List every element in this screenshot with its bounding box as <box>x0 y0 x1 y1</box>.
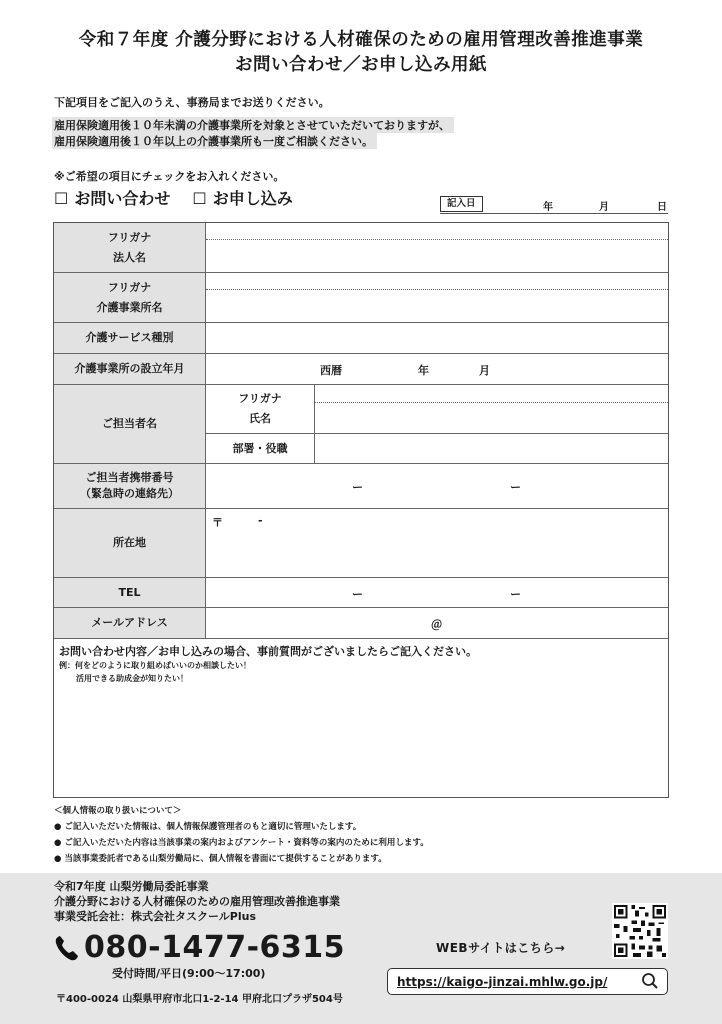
entry-date-day: 日 <box>657 202 667 213</box>
form-table <box>53 222 669 798</box>
furigana-divider <box>206 239 668 240</box>
search-icon <box>641 972 659 990</box>
website-url-link[interactable] <box>387 968 668 995</box>
bullet-icon: ● <box>54 854 62 864</box>
free-heading: お問い合わせ内容／お申し込みの場合、事前質問がございましたらご記入ください。 <box>59 645 477 658</box>
dash-mark: ー <box>510 481 521 494</box>
privacy-item-text: ご記入いただいた内容は当該事業の案内およびアンケート・資料等の案内のために利用します。 <box>64 838 429 848</box>
office-name-field[interactable] <box>206 273 668 322</box>
phone-icon <box>54 934 80 962</box>
month-unit: 月 <box>479 364 490 377</box>
row-tel <box>54 578 668 608</box>
example-line1: 例：何をどのように取り組めばいいのか相談したい！ <box>59 661 251 670</box>
established-label <box>54 354 206 384</box>
mobile-label <box>54 464 206 508</box>
application-label: お申し込み <box>212 189 293 208</box>
dept-field[interactable] <box>315 434 668 464</box>
intro-text: 下記項目をご記入のうえ、事務局までお送りください。 <box>54 96 330 109</box>
footer-org <box>54 879 340 924</box>
email-label <box>54 608 206 638</box>
dept-label <box>206 434 315 464</box>
address-field[interactable] <box>206 509 668 577</box>
privacy-item <box>54 835 429 851</box>
mobile-field[interactable] <box>206 464 668 508</box>
application-checkbox[interactable] <box>192 186 292 209</box>
year-unit: 年 <box>418 364 429 377</box>
mobile-text2: （緊急時の連絡先） <box>80 487 179 500</box>
service-type-field[interactable] <box>206 323 668 353</box>
notice-line2: 雇用保険適用後１０年以上の介護事業所も一度ご相談ください。 <box>52 133 377 149</box>
phone-text: 080-1477-6315 <box>84 930 346 965</box>
tel-text: TEL <box>118 585 141 599</box>
row-service-type <box>54 323 668 354</box>
corp-name-field[interactable] <box>206 223 668 272</box>
entry-date-label: 記入日 <box>440 196 483 212</box>
tel-label <box>54 578 206 607</box>
bullet-icon: ● <box>54 822 62 832</box>
office-name-text: 介護事業所名 <box>96 300 163 314</box>
furigana-divider <box>315 402 668 403</box>
at-mark: ＠ <box>431 618 442 631</box>
footer-line1: 令和7年度 山梨労働局委託事業 <box>54 880 209 893</box>
notice-block <box>52 117 454 149</box>
furigana-label: フリガナ <box>107 230 152 244</box>
dash-mark: ー <box>352 588 363 601</box>
checkbox-icon[interactable]: ☐ <box>192 189 207 208</box>
email-field[interactable] <box>206 608 668 638</box>
footer-line2: 介護分野における人材確保のための雇用管理改善推進事業 <box>54 895 340 908</box>
url-text: https://kaigo-jinzai.mhlw.go.jp/ <box>397 974 608 989</box>
web-label: WEBサイトはこちら→ <box>436 941 566 955</box>
privacy-title: ＜個人情報の取り扱いについて＞ <box>54 806 182 816</box>
seireki-text: 西暦 <box>320 364 342 377</box>
business-hours: 受付時間/平日(9:00〜17:00) <box>112 967 266 980</box>
checkbox-icon[interactable]: ☐ <box>54 189 69 208</box>
page-title <box>0 28 722 78</box>
mobile-text1: ご担当者携帯番号 <box>85 471 174 484</box>
inquiry-label: お問い合わせ <box>74 189 171 208</box>
row-mobile <box>54 464 668 509</box>
contact-person-group <box>206 385 668 463</box>
office-address: 〒400-0024 山梨県甲府市北口1-2-14 甲府北口プラザ504号 <box>56 994 343 1005</box>
tel-field[interactable] <box>206 578 668 607</box>
privacy-item-text: 当該事業委託者である山梨労働局に、個人情報を書面にて提供することがあります。 <box>64 854 387 864</box>
dash-mark: ー <box>510 588 521 601</box>
contact-person-label <box>54 385 206 463</box>
person-name-label <box>206 385 315 433</box>
privacy-item <box>54 851 429 867</box>
furigana-label: フリガナ <box>107 280 152 294</box>
row-office-name <box>54 273 668 323</box>
privacy-item-text: ご記入いただいた情報は、個人情報保護管理者のもと適切に管理いたします。 <box>64 822 362 832</box>
check-note: ※ご希望の項目にチェックをお入れください。 <box>54 170 285 183</box>
contact-person-text: ご担当者名 <box>102 417 157 430</box>
person-name-field[interactable] <box>315 385 668 433</box>
office-name-label <box>54 273 206 322</box>
postal-mark: 〒 <box>212 516 223 529</box>
service-type-text: 介護サービス種別 <box>85 331 174 344</box>
title-line2: お問い合わせ／お申し込み用紙 <box>235 55 487 75</box>
email-text: メールアドレス <box>91 616 168 629</box>
footer-line3: 事業受託会社：株式会社タスクールPlus <box>54 910 256 923</box>
dept-row <box>206 434 668 464</box>
furigana-label: フリガナ <box>238 392 282 405</box>
corp-name-text: 法人名 <box>113 250 146 264</box>
row-established <box>54 354 668 385</box>
corp-name-label <box>54 223 206 272</box>
entry-date-month: 月 <box>599 202 609 213</box>
row-address <box>54 509 668 578</box>
established-field[interactable] <box>206 354 668 384</box>
dash-mark: ー <box>352 481 363 494</box>
free-text-area[interactable] <box>54 639 668 797</box>
row-email <box>54 608 668 639</box>
address-label <box>54 509 206 577</box>
entry-date[interactable] <box>440 196 668 214</box>
person-name-row <box>206 385 668 434</box>
qr-code-icon[interactable] <box>612 903 668 959</box>
service-type-label <box>54 323 206 353</box>
person-name-text: 氏名 <box>249 412 271 425</box>
furigana-divider <box>206 289 668 290</box>
established-text: 介護事業所の設立年月 <box>74 362 185 375</box>
row-contact-person <box>54 385 668 464</box>
privacy-item <box>54 819 429 835</box>
row-corp-name <box>54 223 668 273</box>
address-text: 所在地 <box>113 536 146 549</box>
bullet-icon: ● <box>54 838 62 848</box>
example-line2: 活用できる助成金が知りたい！ <box>76 674 188 683</box>
check-options <box>54 186 293 209</box>
postal-dash: - <box>258 514 263 527</box>
title-line1: 令和７年度 介護分野における人材確保のための雇用管理改善推進事業 <box>78 30 644 50</box>
footer <box>0 873 722 1024</box>
inquiry-checkbox[interactable] <box>54 186 170 209</box>
dept-text: 部署・役職 <box>232 442 288 455</box>
phone-number[interactable] <box>54 930 345 965</box>
entry-date-year: 年 <box>543 202 553 213</box>
privacy-notice <box>54 803 429 867</box>
notice-line1: 雇用保険適用後１０年未満の介護事業所を対象とさせていただいておりますが、 <box>52 117 454 133</box>
